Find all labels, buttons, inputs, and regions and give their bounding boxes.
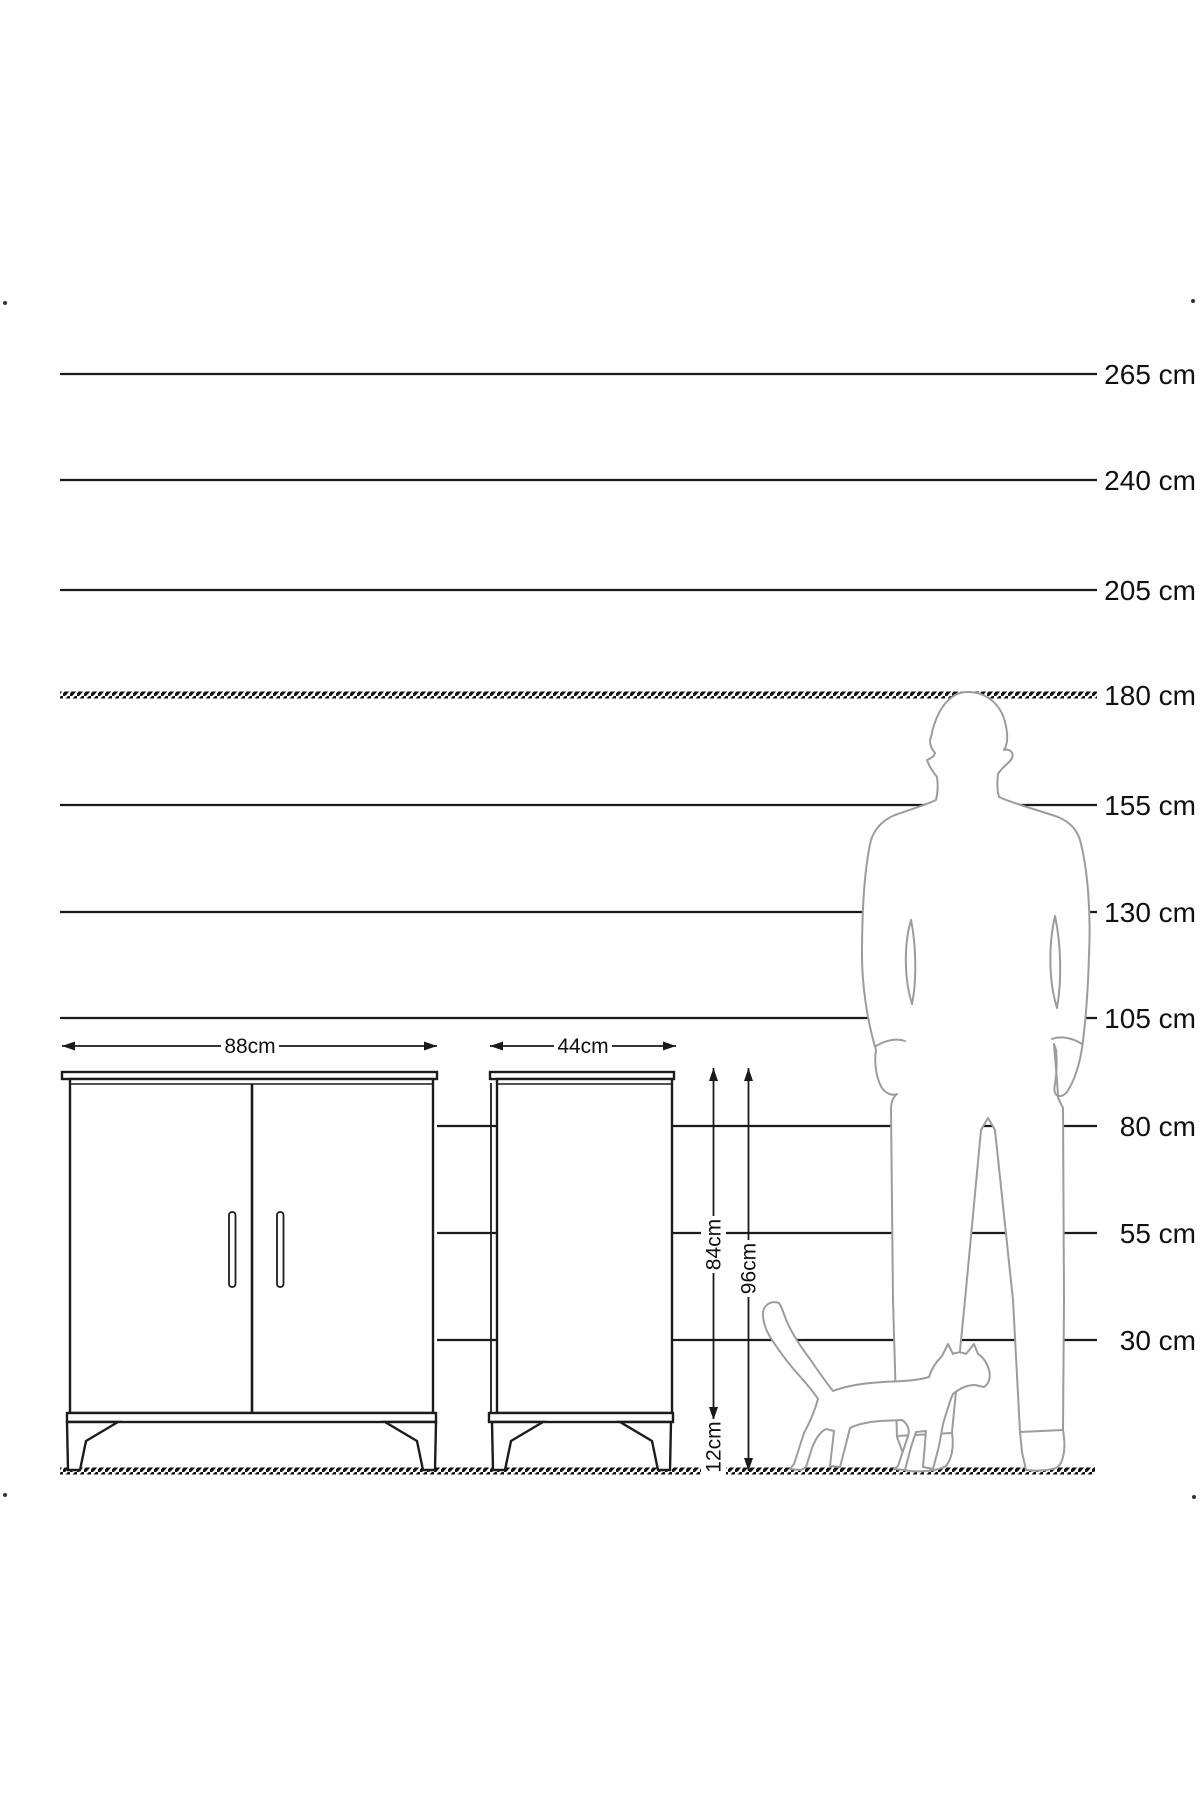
corner-mark-top-left (3, 301, 7, 305)
total-height-label: 96cm (737, 1242, 761, 1295)
scale-label-180: 180 cm (1104, 680, 1196, 711)
depth-dim-arrow-right (663, 1042, 676, 1051)
scale-label-155: 155 cm (1104, 790, 1196, 821)
scale-label-55: 55 cm (1119, 1218, 1196, 1249)
cabinet-front-left-handle (229, 1212, 236, 1287)
width-label: 88cm (224, 1035, 276, 1058)
cabinet-side-right-leg (620, 1422, 671, 1470)
carcass-height-arrow-top (709, 1068, 718, 1081)
cabinet-front-view (62, 1072, 437, 1470)
depth-label: 44cm (557, 1035, 609, 1058)
carcass-height-arrow-bottom (709, 1407, 718, 1420)
cabinet-side-body (497, 1079, 672, 1413)
cabinet-front-right-leg (385, 1422, 436, 1470)
leg-height-label: 12cm (702, 1421, 726, 1473)
scale-label-265: 265 cm (1104, 359, 1196, 390)
corner-mark-bottom-left (3, 1493, 7, 1497)
scale-label-240: 240 cm (1104, 465, 1196, 496)
cabinet-side-left-leg (492, 1422, 543, 1470)
scale-label-130: 130 cm (1104, 897, 1196, 928)
scale-label-30: 30 cm (1119, 1325, 1196, 1356)
cabinet-front-right-handle (277, 1212, 284, 1287)
corner-mark-top-right (1191, 299, 1195, 303)
total-height-arrow-top (744, 1068, 753, 1081)
cabinet-front-bottom-board (67, 1413, 436, 1422)
depth-dim-arrow-left (490, 1042, 503, 1051)
scale-label-205: 205 cm (1104, 575, 1196, 606)
width-dim-arrow-right (424, 1042, 437, 1051)
scale-line-180 (60, 692, 1097, 699)
cabinet-front-left-leg (67, 1422, 118, 1470)
width-dim-arrow-left (62, 1042, 75, 1051)
cabinet-side-bottom-board (489, 1413, 673, 1422)
scale-label-105: 105 cm (1104, 1003, 1196, 1034)
cabinet-side-view (489, 1072, 674, 1470)
carcass-height-label: 84cm (702, 1218, 726, 1271)
corner-mark-bottom-right (1192, 1495, 1196, 1499)
scale-label-80: 80 cm (1119, 1111, 1196, 1142)
